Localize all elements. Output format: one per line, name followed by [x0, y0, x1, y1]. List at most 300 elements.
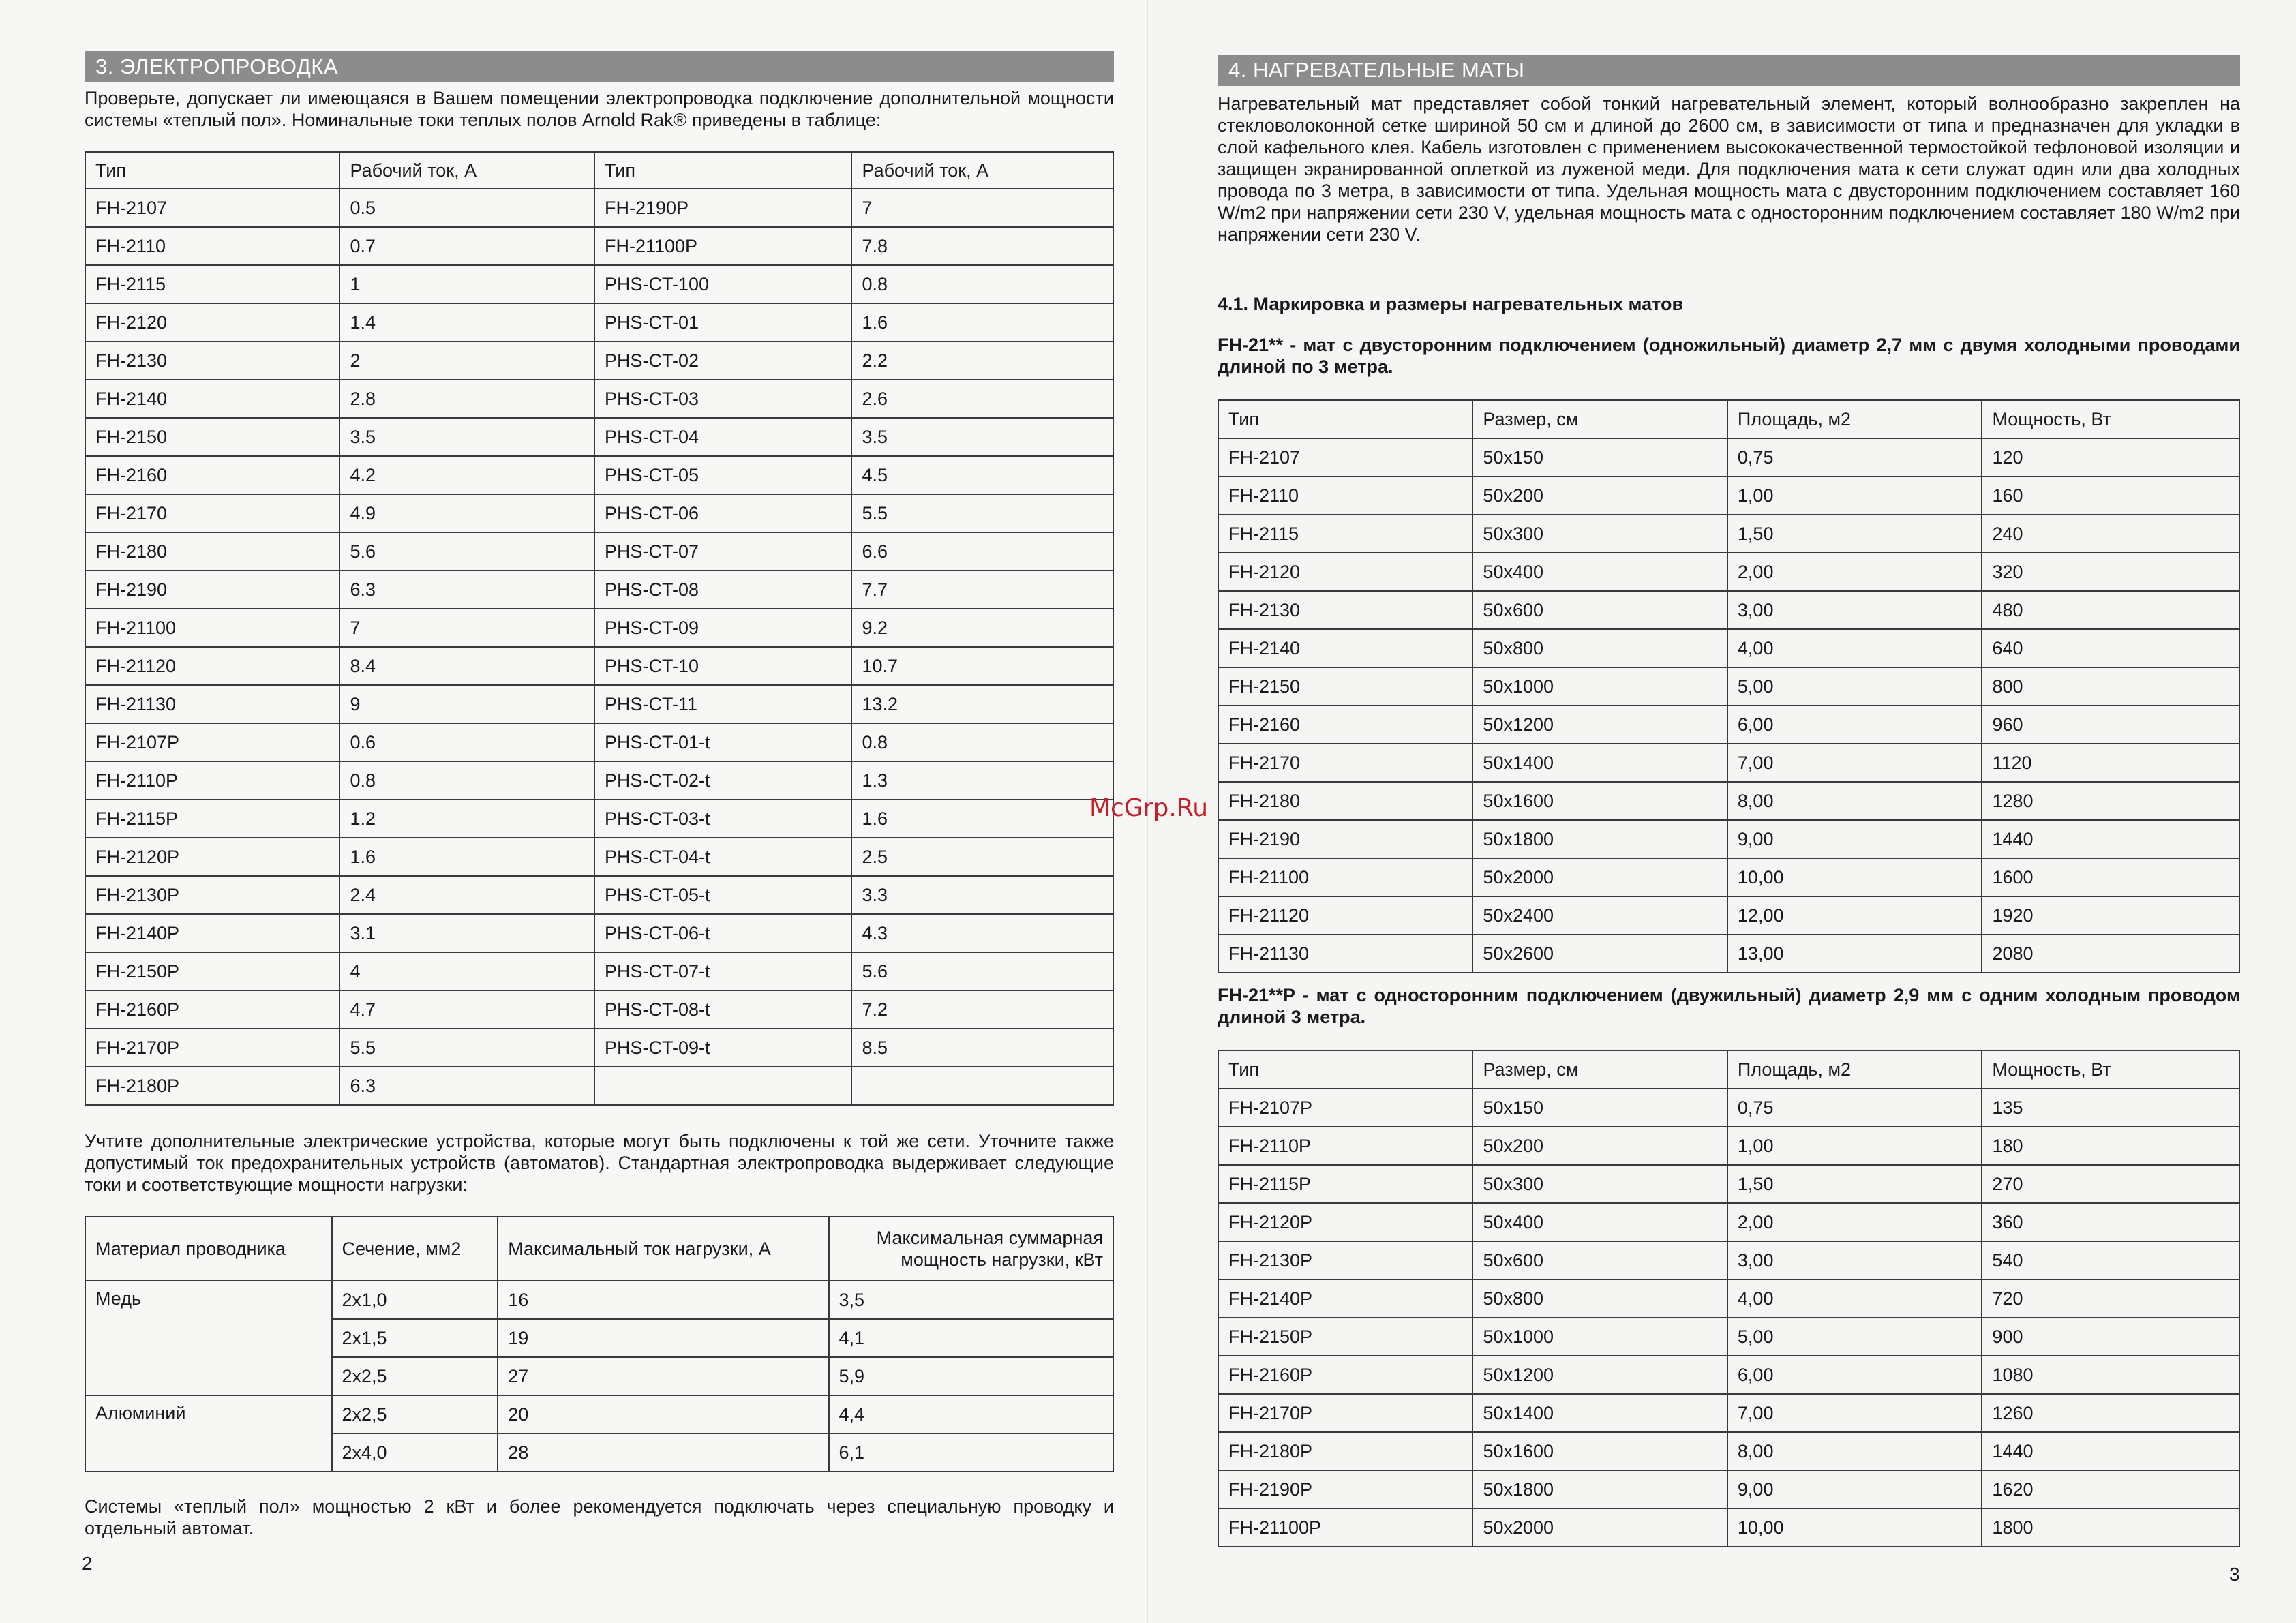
- table-cell: 480: [1982, 591, 2239, 629]
- table-cell: 160: [1982, 476, 2239, 515]
- table-cell: 800: [1982, 667, 2239, 706]
- table-cell: 1.3: [851, 761, 1113, 800]
- table-cell: 2x1,0: [332, 1281, 498, 1319]
- table-cell: PHS-CT-11: [594, 685, 851, 723]
- table-row: [85, 876, 1113, 914]
- table-cell: 0.8: [339, 761, 594, 800]
- table-cell: 540: [1982, 1241, 2239, 1279]
- table-cell: FH-2180P: [1218, 1432, 1472, 1470]
- table-cell: 50x1000: [1472, 1318, 1727, 1356]
- table-cell: PHS-CT-03: [594, 380, 851, 418]
- table-cell: 5,00: [1727, 667, 1982, 706]
- table-cell: 960: [1982, 706, 2239, 744]
- table-cell: 5.5: [851, 494, 1113, 532]
- table-cell: PHS-CT-05-t: [594, 876, 851, 914]
- table-row: [85, 1029, 1113, 1067]
- table-row: [1218, 1394, 2239, 1432]
- table-row: [85, 914, 1113, 952]
- table-row: [1218, 1279, 2239, 1318]
- table-cell: FH-2130P: [1218, 1241, 1472, 1279]
- table-cell: 1.4: [339, 303, 594, 342]
- table-row: [1218, 1203, 2239, 1241]
- table-cell: 4.7: [339, 990, 594, 1029]
- table-cell: 5,9: [829, 1357, 1113, 1395]
- header-cell: Рабочий ток, А: [851, 152, 1113, 189]
- table-row: [85, 761, 1113, 800]
- table-cell: FH-2130P: [85, 876, 339, 914]
- table-cell: 7.2: [851, 990, 1113, 1029]
- table-cell: 4: [339, 952, 594, 990]
- table-row: [1218, 706, 2239, 744]
- table-row: [85, 227, 1113, 265]
- table-cell: 0.7: [339, 227, 594, 265]
- table-cell: PHS-CT-09-t: [594, 1029, 851, 1067]
- table-cell: PHS-CT-100: [594, 265, 851, 303]
- table-cell: PHS-CT-05: [594, 456, 851, 494]
- table-cell: FH-2160P: [85, 990, 339, 1029]
- table-cell: 1,00: [1727, 476, 1982, 515]
- table-cell: 3,00: [1727, 591, 1982, 629]
- table-cell: 4.9: [339, 494, 594, 532]
- header-cell: Размер, см: [1472, 1050, 1727, 1089]
- table-cell: 6.3: [339, 1067, 594, 1105]
- table-cell: 50x1200: [1472, 706, 1727, 744]
- table-cell: 5.6: [851, 952, 1113, 990]
- table-row: [1218, 1318, 2239, 1356]
- table-cell: 1620: [1982, 1470, 2239, 1508]
- table-cell: 50x600: [1472, 1241, 1727, 1279]
- table-row: [85, 189, 1113, 227]
- table-cell: 0,75: [1727, 438, 1982, 476]
- table-cell: FH-2110: [1218, 476, 1472, 515]
- table-cell: 2.8: [339, 380, 594, 418]
- table-cell: 9,00: [1727, 1470, 1982, 1508]
- table-cell: FH-21130: [1218, 935, 1472, 973]
- material-cell: Алюминий: [85, 1395, 332, 1472]
- table-cell: 3.5: [339, 418, 594, 456]
- table-cell: 50x800: [1472, 1279, 1727, 1318]
- table-row: [1218, 1241, 2239, 1279]
- header-cell: Мощность, Вт: [1982, 400, 2239, 438]
- table-row: [85, 609, 1113, 647]
- table-cell: FH-2160: [1218, 706, 1472, 744]
- header-cell: Тип: [1218, 400, 1472, 438]
- table-cell: 3.1: [339, 914, 594, 952]
- table-cell: 50x1200: [1472, 1356, 1727, 1394]
- table-cell: 1800: [1982, 1508, 2239, 1547]
- table-row: [85, 303, 1113, 342]
- table-row: [1218, 515, 2239, 553]
- header-cell: Размер, см: [1472, 400, 1727, 438]
- table-cell: FH-2140P: [1218, 1279, 1472, 1318]
- table-cell: [594, 1067, 851, 1105]
- table-cell: FH-2190P: [1218, 1470, 1472, 1508]
- material-cell: Медь: [85, 1281, 332, 1395]
- table-cell: PHS-CT-07: [594, 532, 851, 571]
- table-cell: 7,00: [1727, 744, 1982, 782]
- table-cell: FH-2170: [85, 494, 339, 532]
- table-cell: FH-2107P: [85, 723, 339, 761]
- table-row: [85, 571, 1113, 609]
- page-number: 3: [2229, 1564, 2240, 1585]
- table-row: [85, 685, 1113, 723]
- table-cell: 240: [1982, 515, 2239, 553]
- table-row: [1218, 667, 2239, 706]
- table-cell: 7.8: [851, 227, 1113, 265]
- table-cell: 0,75: [1727, 1089, 1982, 1127]
- devices-note: Учтите дополнительные электрические устройства, которые могут быть подключены к той же сети. Уточните также допустимый ток предохранительных устройств (автоматов). Стандартная электропроводка выдерживает следующие токи и соответствующие мощности нагрузки:: [85, 1131, 1114, 1195]
- table-cell: 3,00: [1727, 1241, 1982, 1279]
- table-cell: FH-2107: [85, 189, 339, 227]
- table-row: [85, 494, 1113, 532]
- header-cell: Площадь, м2: [1727, 1050, 1982, 1089]
- table-cell: [851, 1067, 1113, 1105]
- table-cell: FH-2150P: [85, 952, 339, 990]
- table-cell: FH-2170: [1218, 744, 1472, 782]
- table-cell: FH-2120P: [1218, 1203, 1472, 1241]
- table-cell: FH-2160P: [1218, 1356, 1472, 1394]
- table-cell: FH-2180: [85, 532, 339, 571]
- header-cell: Максимальный ток нагрузки, А: [498, 1217, 828, 1281]
- table-cell: 27: [498, 1357, 828, 1395]
- table-row: [1218, 782, 2239, 820]
- single-sided-mats-table: [1218, 1050, 2240, 1547]
- table-cell: FH-2110P: [1218, 1127, 1472, 1165]
- table-cell: 10.7: [851, 647, 1113, 685]
- table-cell: 1: [339, 265, 594, 303]
- table-cell: 7: [339, 609, 594, 647]
- table-row: [85, 456, 1113, 494]
- table-cell: FH-2150P: [1218, 1318, 1472, 1356]
- table-cell: 12,00: [1727, 896, 1982, 935]
- table-row: [85, 418, 1113, 456]
- table-cell: 4.2: [339, 456, 594, 494]
- table-cell: 5.5: [339, 1029, 594, 1067]
- table-cell: 3.5: [851, 418, 1113, 456]
- table-cell: 50x2600: [1472, 935, 1727, 973]
- mats-intro: Нагревательный мат представляет собой тонкий нагревательный элемент, который волнообразно закреплен на стекловолоконной сетке шириной 50 cм и длиной до 2600 см, в зависимости от типа и предназначен для укладки в слой кафельного клея. Кабель изготовлен с применением высококачественной термостойкой тефлоновой изоляции и защищен экранированной оплеткой из луженой меди. Для подключения мата к сети служат один или два холодных провода по 3 метра, в зависимости от типа. Удельная мощность мата с двусторонним подключением составляет 160 W/m2 при напряжении сети 230 V, удельная мощность мата с односторонним подключением составляет 180 W/m2 при напряжении сети 230 V.: [1218, 93, 2240, 245]
- table-cell: 8,00: [1727, 1432, 1982, 1470]
- table-cell: 6.3: [339, 571, 594, 609]
- table-cell: 0.8: [851, 723, 1113, 761]
- table-cell: 4,1: [829, 1319, 1113, 1357]
- table-row: [1218, 1089, 2239, 1127]
- table-cell: FH-2140: [1218, 629, 1472, 667]
- table-cell: 2,00: [1727, 553, 1982, 591]
- table-cell: 270: [1982, 1165, 2239, 1203]
- table-cell: 6,1: [829, 1434, 1113, 1472]
- section-title-mats: 4. НАГРЕВАТЕЛЬНЫЕ МАТЫ: [1218, 55, 2240, 86]
- table-cell: 0.6: [339, 723, 594, 761]
- table-row: [1218, 591, 2239, 629]
- table-cell: 1920: [1982, 896, 2239, 935]
- table-cell: FH-21130: [85, 685, 339, 723]
- table-row: [1218, 1165, 2239, 1203]
- table-cell: 135: [1982, 1089, 2239, 1127]
- header-cell: Площадь, м2: [1727, 400, 1982, 438]
- table-cell: 9: [339, 685, 594, 723]
- table-cell: 320: [1982, 553, 2239, 591]
- table-cell: 2x4,0: [332, 1434, 498, 1472]
- table-row: [1218, 744, 2239, 782]
- table-cell: 8,00: [1727, 782, 1982, 820]
- table-cell: 2.6: [851, 380, 1113, 418]
- header-cell: Материал проводника: [85, 1217, 332, 1281]
- header-cell: Тип: [594, 152, 851, 189]
- currents-table: [85, 151, 1114, 1106]
- table-cell: 50x150: [1472, 438, 1727, 476]
- table-cell: PHS-CT-08: [594, 571, 851, 609]
- table-cell: 13.2: [851, 685, 1113, 723]
- table-cell: 50x200: [1472, 476, 1727, 515]
- wiring-table: [85, 1216, 1114, 1472]
- table-cell: 1.6: [339, 838, 594, 876]
- table-cell: 3,5: [829, 1281, 1113, 1319]
- table-cell: FH-21120: [1218, 896, 1472, 935]
- table-cell: 50x200: [1472, 1127, 1727, 1165]
- table-cell: 50x300: [1472, 1165, 1727, 1203]
- watermark: McGrp.Ru: [1089, 794, 1209, 822]
- table-cell: PHS-CT-07-t: [594, 952, 851, 990]
- table-cell: 2,00: [1727, 1203, 1982, 1241]
- table-cell: FH-2150: [1218, 667, 1472, 706]
- table-cell: 2.4: [339, 876, 594, 914]
- table-cell: 7,00: [1727, 1394, 1982, 1432]
- table-cell: 9,00: [1727, 820, 1982, 858]
- table-cell: PHS-CT-02: [594, 342, 851, 380]
- table-row: [1218, 935, 2239, 973]
- table2-caption: FH-21**P - мат с односторонним подключением (двужильный) диаметр 2,9 мм с одним холодным проводом длиной 3 метра.: [1218, 985, 2240, 1027]
- table-cell: PHS-CT-09: [594, 609, 851, 647]
- table-cell: 2x2,5: [332, 1395, 498, 1434]
- wiring-intro: Проверьте, допускает ли имеющаяся в Вашем помещении электропроводка подключение дополнительной мощности системы «теплый пол». Номинальные токи теплых полов Arnold Rak® приведены в таблице:: [85, 88, 1114, 130]
- table-cell: 2: [339, 342, 594, 380]
- table-cell: 28: [498, 1434, 828, 1472]
- table-cell: 50x400: [1472, 553, 1727, 591]
- table-cell: FH-2190P: [594, 189, 851, 227]
- table-row: [85, 952, 1113, 990]
- table-cell: FH-2120: [1218, 553, 1472, 591]
- table-cell: 1440: [1982, 1432, 2239, 1470]
- table-row: [85, 1281, 1113, 1319]
- section-title-wiring: 3. ЭЛЕКТРОПРОВОДКА: [85, 51, 1114, 82]
- table-cell: 50x2000: [1472, 1508, 1727, 1547]
- table-cell: 6,00: [1727, 1356, 1982, 1394]
- table-cell: FH-21100: [85, 609, 339, 647]
- table-cell: PHS-CT-02-t: [594, 761, 851, 800]
- table-cell: 180: [1982, 1127, 2239, 1165]
- table-cell: 8.4: [339, 647, 594, 685]
- table-cell: 640: [1982, 629, 2239, 667]
- table-row: [85, 1067, 1113, 1105]
- table-cell: 1,50: [1727, 1165, 1982, 1203]
- table-cell: 1440: [1982, 820, 2239, 858]
- table-row: [85, 800, 1113, 838]
- footer-recommendation: Системы «теплый пол» мощностью 2 кВт и более рекомендуется подключать через специальную проводку и отдельный автомат.: [85, 1496, 1114, 1538]
- table-cell: 50x1000: [1472, 667, 1727, 706]
- table-cell: FH-2130: [1218, 591, 1472, 629]
- table-cell: FH-2107: [1218, 438, 1472, 476]
- table-cell: 1120: [1982, 744, 2239, 782]
- table-cell: 2080: [1982, 935, 2239, 973]
- table-cell: FH-2107P: [1218, 1089, 1472, 1127]
- table-cell: 50x1800: [1472, 820, 1727, 858]
- table-row: [1218, 553, 2239, 591]
- table-cell: 5,00: [1727, 1318, 1982, 1356]
- table-cell: 7: [851, 189, 1113, 227]
- table-cell: 9.2: [851, 609, 1113, 647]
- table-cell: 2x2,5: [332, 1357, 498, 1395]
- table-cell: FH-21100: [1218, 858, 1472, 896]
- table-cell: FH-21100P: [1218, 1508, 1472, 1547]
- table-cell: 7.7: [851, 571, 1113, 609]
- subsection-title: 4.1. Маркировка и размеры нагревательных матов: [1218, 294, 1684, 314]
- table-cell: PHS-CT-08-t: [594, 990, 851, 1029]
- table-header-row: [85, 1217, 1113, 1281]
- table-cell: 20: [498, 1395, 828, 1434]
- table-cell: 10,00: [1727, 858, 1982, 896]
- table-cell: 0.8: [851, 265, 1113, 303]
- table-cell: 50x600: [1472, 591, 1727, 629]
- table-row: [1218, 858, 2239, 896]
- table-cell: PHS-CT-06: [594, 494, 851, 532]
- table-row: [1218, 1508, 2239, 1547]
- table-cell: 4.3: [851, 914, 1113, 952]
- table-cell: 2.2: [851, 342, 1113, 380]
- table-cell: 1600: [1982, 858, 2239, 896]
- table-cell: 50x300: [1472, 515, 1727, 553]
- header-cell: Тип: [1218, 1050, 1472, 1089]
- table-cell: FH-2190: [1218, 820, 1472, 858]
- table-cell: 1.6: [851, 303, 1113, 342]
- table-row: [85, 647, 1113, 685]
- table-cell: 2x1,5: [332, 1319, 498, 1357]
- table-cell: 50x150: [1472, 1089, 1727, 1127]
- table-cell: 50x1600: [1472, 1432, 1727, 1470]
- table-cell: 1,50: [1727, 515, 1982, 553]
- table-cell: FH-2115P: [1218, 1165, 1472, 1203]
- table-row: [85, 723, 1113, 761]
- table-cell: 19: [498, 1319, 828, 1357]
- table-cell: FH-2115: [85, 265, 339, 303]
- table-cell: 50x1800: [1472, 1470, 1727, 1508]
- table1-caption: FH-21** - мат с двусторонним подключением (одножильный) диаметр 2,7 мм с двумя холодными проводами длиной по 3 метра.: [1218, 335, 2240, 377]
- header-cell: Рабочий ток, А: [339, 152, 594, 189]
- table-row: [1218, 896, 2239, 935]
- table-cell: FH-2115P: [85, 800, 339, 838]
- table-cell: FH-2140: [85, 380, 339, 418]
- header-cell: Сечение, мм2: [332, 1217, 498, 1281]
- header-cell: Максимальная суммарная мощность нагрузки, кВт: [829, 1217, 1113, 1281]
- table-cell: 10,00: [1727, 1508, 1982, 1547]
- table-cell: FH-2130: [85, 342, 339, 380]
- header-cell: Мощность, Вт: [1982, 1050, 2239, 1089]
- table-cell: FH-2140P: [85, 914, 339, 952]
- table-cell: FH-2180: [1218, 782, 1472, 820]
- table-cell: FH-2110P: [85, 761, 339, 800]
- table-cell: 4,00: [1727, 629, 1982, 667]
- table-cell: 0.5: [339, 189, 594, 227]
- table-row: [85, 838, 1113, 876]
- table-cell: 3.3: [851, 876, 1113, 914]
- table-cell: 6.6: [851, 532, 1113, 571]
- table-cell: PHS-CT-03-t: [594, 800, 851, 838]
- table-cell: PHS-CT-04: [594, 418, 851, 456]
- table-cell: 50x2400: [1472, 896, 1727, 935]
- page-number: 2: [82, 1553, 93, 1574]
- table-cell: 6,00: [1727, 706, 1982, 744]
- table-row: [85, 342, 1113, 380]
- table-cell: FH-21120: [85, 647, 339, 685]
- table-cell: 1260: [1982, 1394, 2239, 1432]
- table-cell: 4,4: [829, 1395, 1113, 1434]
- table-row: [1218, 629, 2239, 667]
- table-cell: FH-2115: [1218, 515, 1472, 553]
- header-cell: Тип: [85, 152, 339, 189]
- table-cell: FH-2150: [85, 418, 339, 456]
- table-cell: 50x1400: [1472, 1394, 1727, 1432]
- table-cell: 50x800: [1472, 629, 1727, 667]
- table-cell: 360: [1982, 1203, 2239, 1241]
- table-row: [1218, 438, 2239, 476]
- right-page: [1148, 0, 2296, 1623]
- table-row: [1218, 1127, 2239, 1165]
- table-cell: 120: [1982, 438, 2239, 476]
- table-cell: FH-2120P: [85, 838, 339, 876]
- table-cell: 4.5: [851, 456, 1113, 494]
- table-row: [85, 380, 1113, 418]
- table-cell: 1.2: [339, 800, 594, 838]
- table-cell: PHS-CT-10: [594, 647, 851, 685]
- double-sided-mats-table: [1218, 399, 2240, 973]
- table-cell: FH-21100P: [594, 227, 851, 265]
- table-cell: 8.5: [851, 1029, 1113, 1067]
- table-row: [85, 532, 1113, 571]
- table-cell: 50x1600: [1472, 782, 1727, 820]
- table-row: [1218, 820, 2239, 858]
- table-cell: 50x1400: [1472, 744, 1727, 782]
- table-cell: FH-2180P: [85, 1067, 339, 1105]
- table-cell: 1,00: [1727, 1127, 1982, 1165]
- table-cell: 720: [1982, 1279, 2239, 1318]
- table-cell: PHS-CT-01-t: [594, 723, 851, 761]
- table-header-row: [85, 152, 1113, 189]
- table-cell: PHS-CT-06-t: [594, 914, 851, 952]
- table-row: [85, 990, 1113, 1029]
- table-cell: FH-2170P: [85, 1029, 339, 1067]
- table-row: [1218, 1470, 2239, 1508]
- table-cell: PHS-CT-04-t: [594, 838, 851, 876]
- table-cell: FH-2170P: [1218, 1394, 1472, 1432]
- table-cell: 50x2000: [1472, 858, 1727, 896]
- table-cell: 4,00: [1727, 1279, 1982, 1318]
- table-cell: 1080: [1982, 1356, 2239, 1394]
- table-header-row: [1218, 1050, 2239, 1089]
- table-cell: 900: [1982, 1318, 2239, 1356]
- table-row: [1218, 476, 2239, 515]
- table-header-row: [1218, 400, 2239, 438]
- table-cell: 2.5: [851, 838, 1113, 876]
- table-cell: 50x400: [1472, 1203, 1727, 1241]
- table-cell: 1.6: [851, 800, 1113, 838]
- table-row: [85, 1395, 1113, 1434]
- table-row: [85, 265, 1113, 303]
- table-cell: 16: [498, 1281, 828, 1319]
- table-cell: 13,00: [1727, 935, 1982, 973]
- table-cell: FH-2110: [85, 227, 339, 265]
- table-row: [1218, 1432, 2239, 1470]
- table-cell: FH-2160: [85, 456, 339, 494]
